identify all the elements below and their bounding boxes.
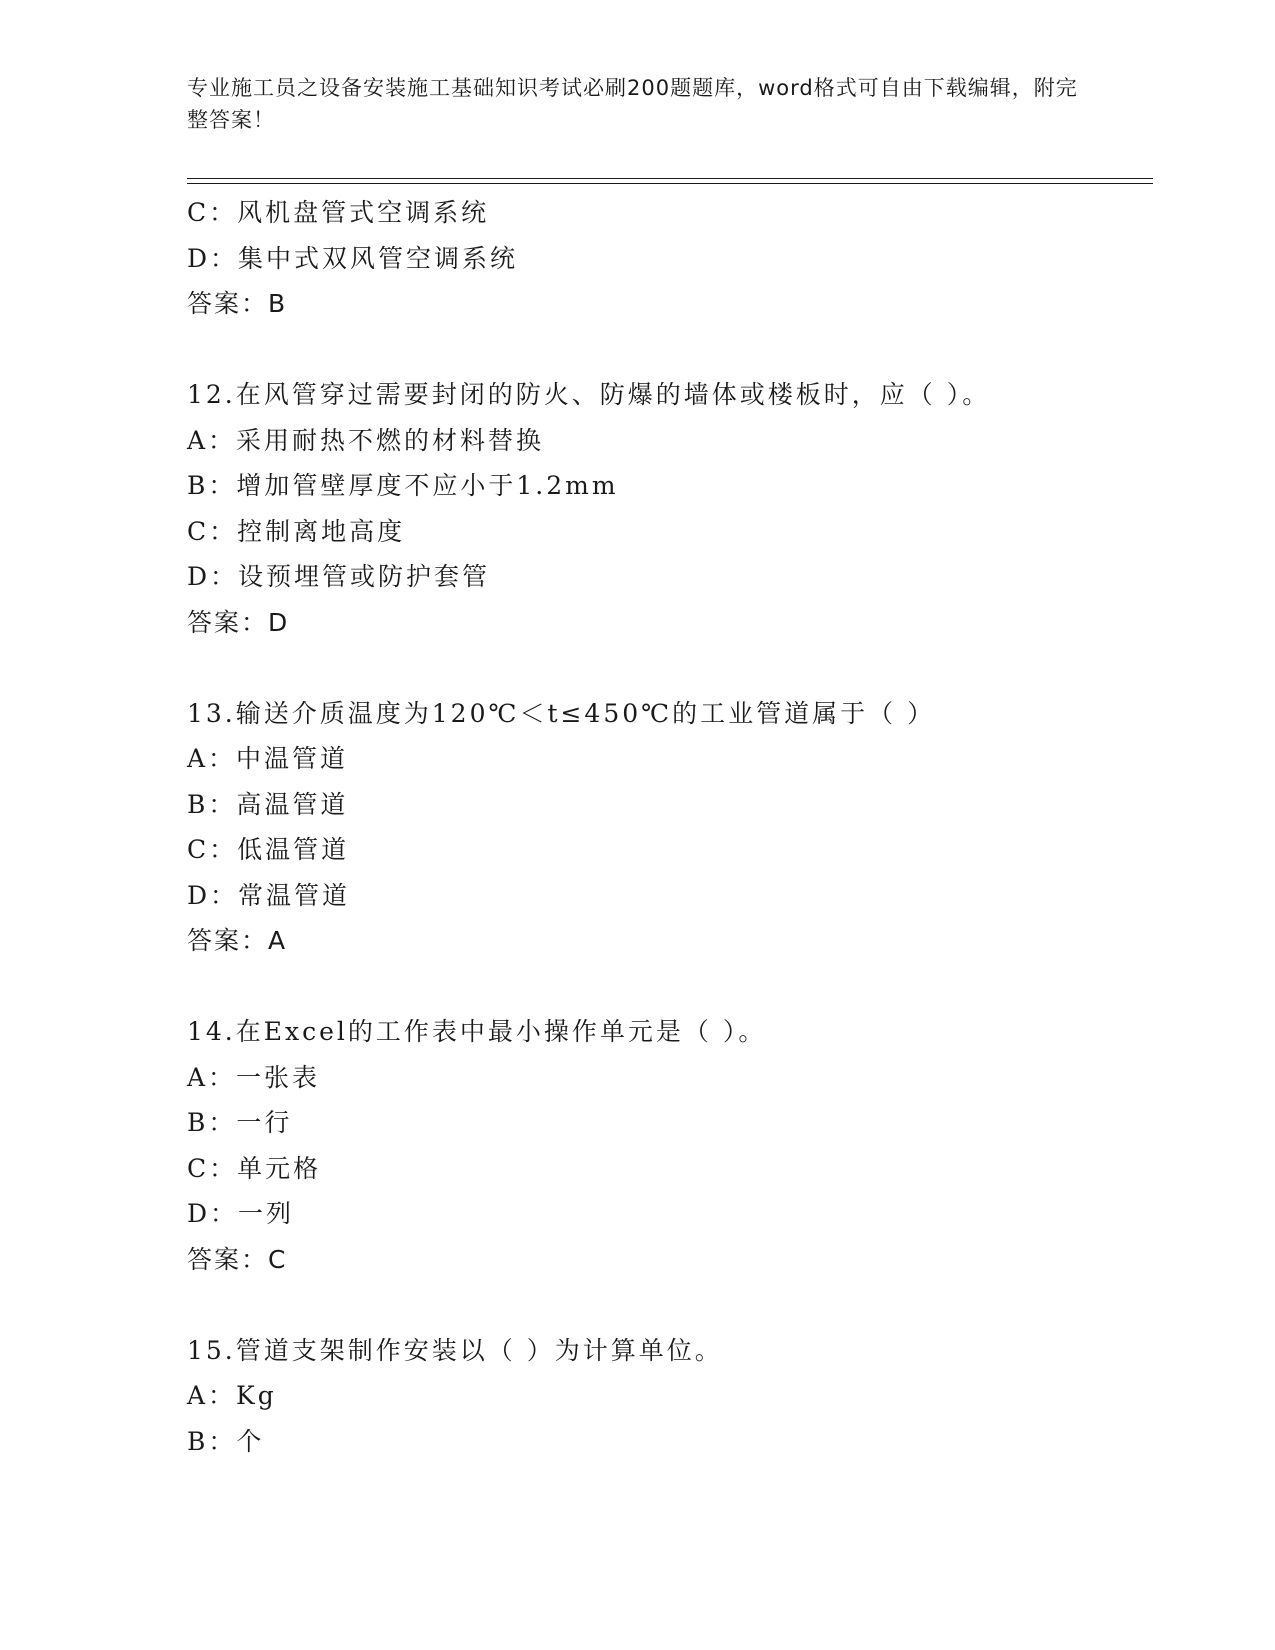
question-15-block [187, 1328, 1153, 1465]
question-12-answer: 答案：D [187, 607, 290, 637]
question-14-block [187, 1009, 1153, 1283]
question-13-option-a: A：中温管道 [187, 744, 349, 773]
question-12-option-b: B：增加管壁厚度不应小于1.2mm [187, 471, 619, 500]
question-13-answer: 答案：A [187, 926, 288, 955]
question-13-text: 13.输送介质温度为120℃＜t≤450℃的工业管道属于（ ） [187, 698, 936, 728]
question-14-option-b: B：一行 [187, 1108, 293, 1137]
question-14-answer: 答案：C [187, 1244, 288, 1274]
question-13-option-b: B：高温管道 [187, 789, 349, 819]
question-12-text: 12.在风管穿过需要封闭的防火、防爆的墙体或楼板时，应（ ）。 [187, 380, 991, 409]
question-15-text: 15.管道支架制作安装以（ ）为计算单位。 [187, 1335, 723, 1365]
question-14-option-a: A：一张表 [187, 1062, 321, 1092]
question-13-option-c: C：低温管道 [187, 835, 350, 864]
spacer [187, 1283, 1153, 1328]
question-11-option-d: D：集中式双风管空调系统 [187, 243, 519, 273]
question-13-option-d: D：常温管道 [187, 880, 351, 910]
question-14-option-c: C：单元格 [187, 1153, 322, 1183]
question-14-option-d: D：一列 [187, 1199, 295, 1228]
question-15-option-a: A：Kg [187, 1381, 277, 1410]
question-11-answer: 答案：B [187, 289, 288, 318]
page-header-title: 专业施工员之设备安装施工基础知识考试必刷200题题库，word格式可自由下载编辑，附完整答案！ [187, 76, 1078, 132]
question-13-block [187, 691, 1153, 965]
question-list [187, 190, 1153, 1464]
spacer [187, 327, 1153, 372]
question-12-block [187, 372, 1153, 646]
spacer [187, 646, 1153, 691]
question-11-block [187, 190, 1153, 327]
question-12-option-a: A：采用耐热不燃的材料替换 [187, 425, 545, 455]
question-12-option-d: D：设预埋管或防护套管 [187, 562, 491, 591]
question-15-option-b: B：个 [187, 1426, 265, 1456]
question-12-option-c: C：控制离地高度 [187, 516, 406, 546]
spacer [187, 964, 1153, 1009]
header-divider-top [187, 178, 1153, 179]
question-14-text: 14.在Excel的工作表中最小操作单元是（ ）。 [187, 1017, 767, 1046]
question-11-option-c: C：风机盘管式空调系统 [187, 198, 490, 227]
header-divider-bottom [187, 183, 1153, 184]
